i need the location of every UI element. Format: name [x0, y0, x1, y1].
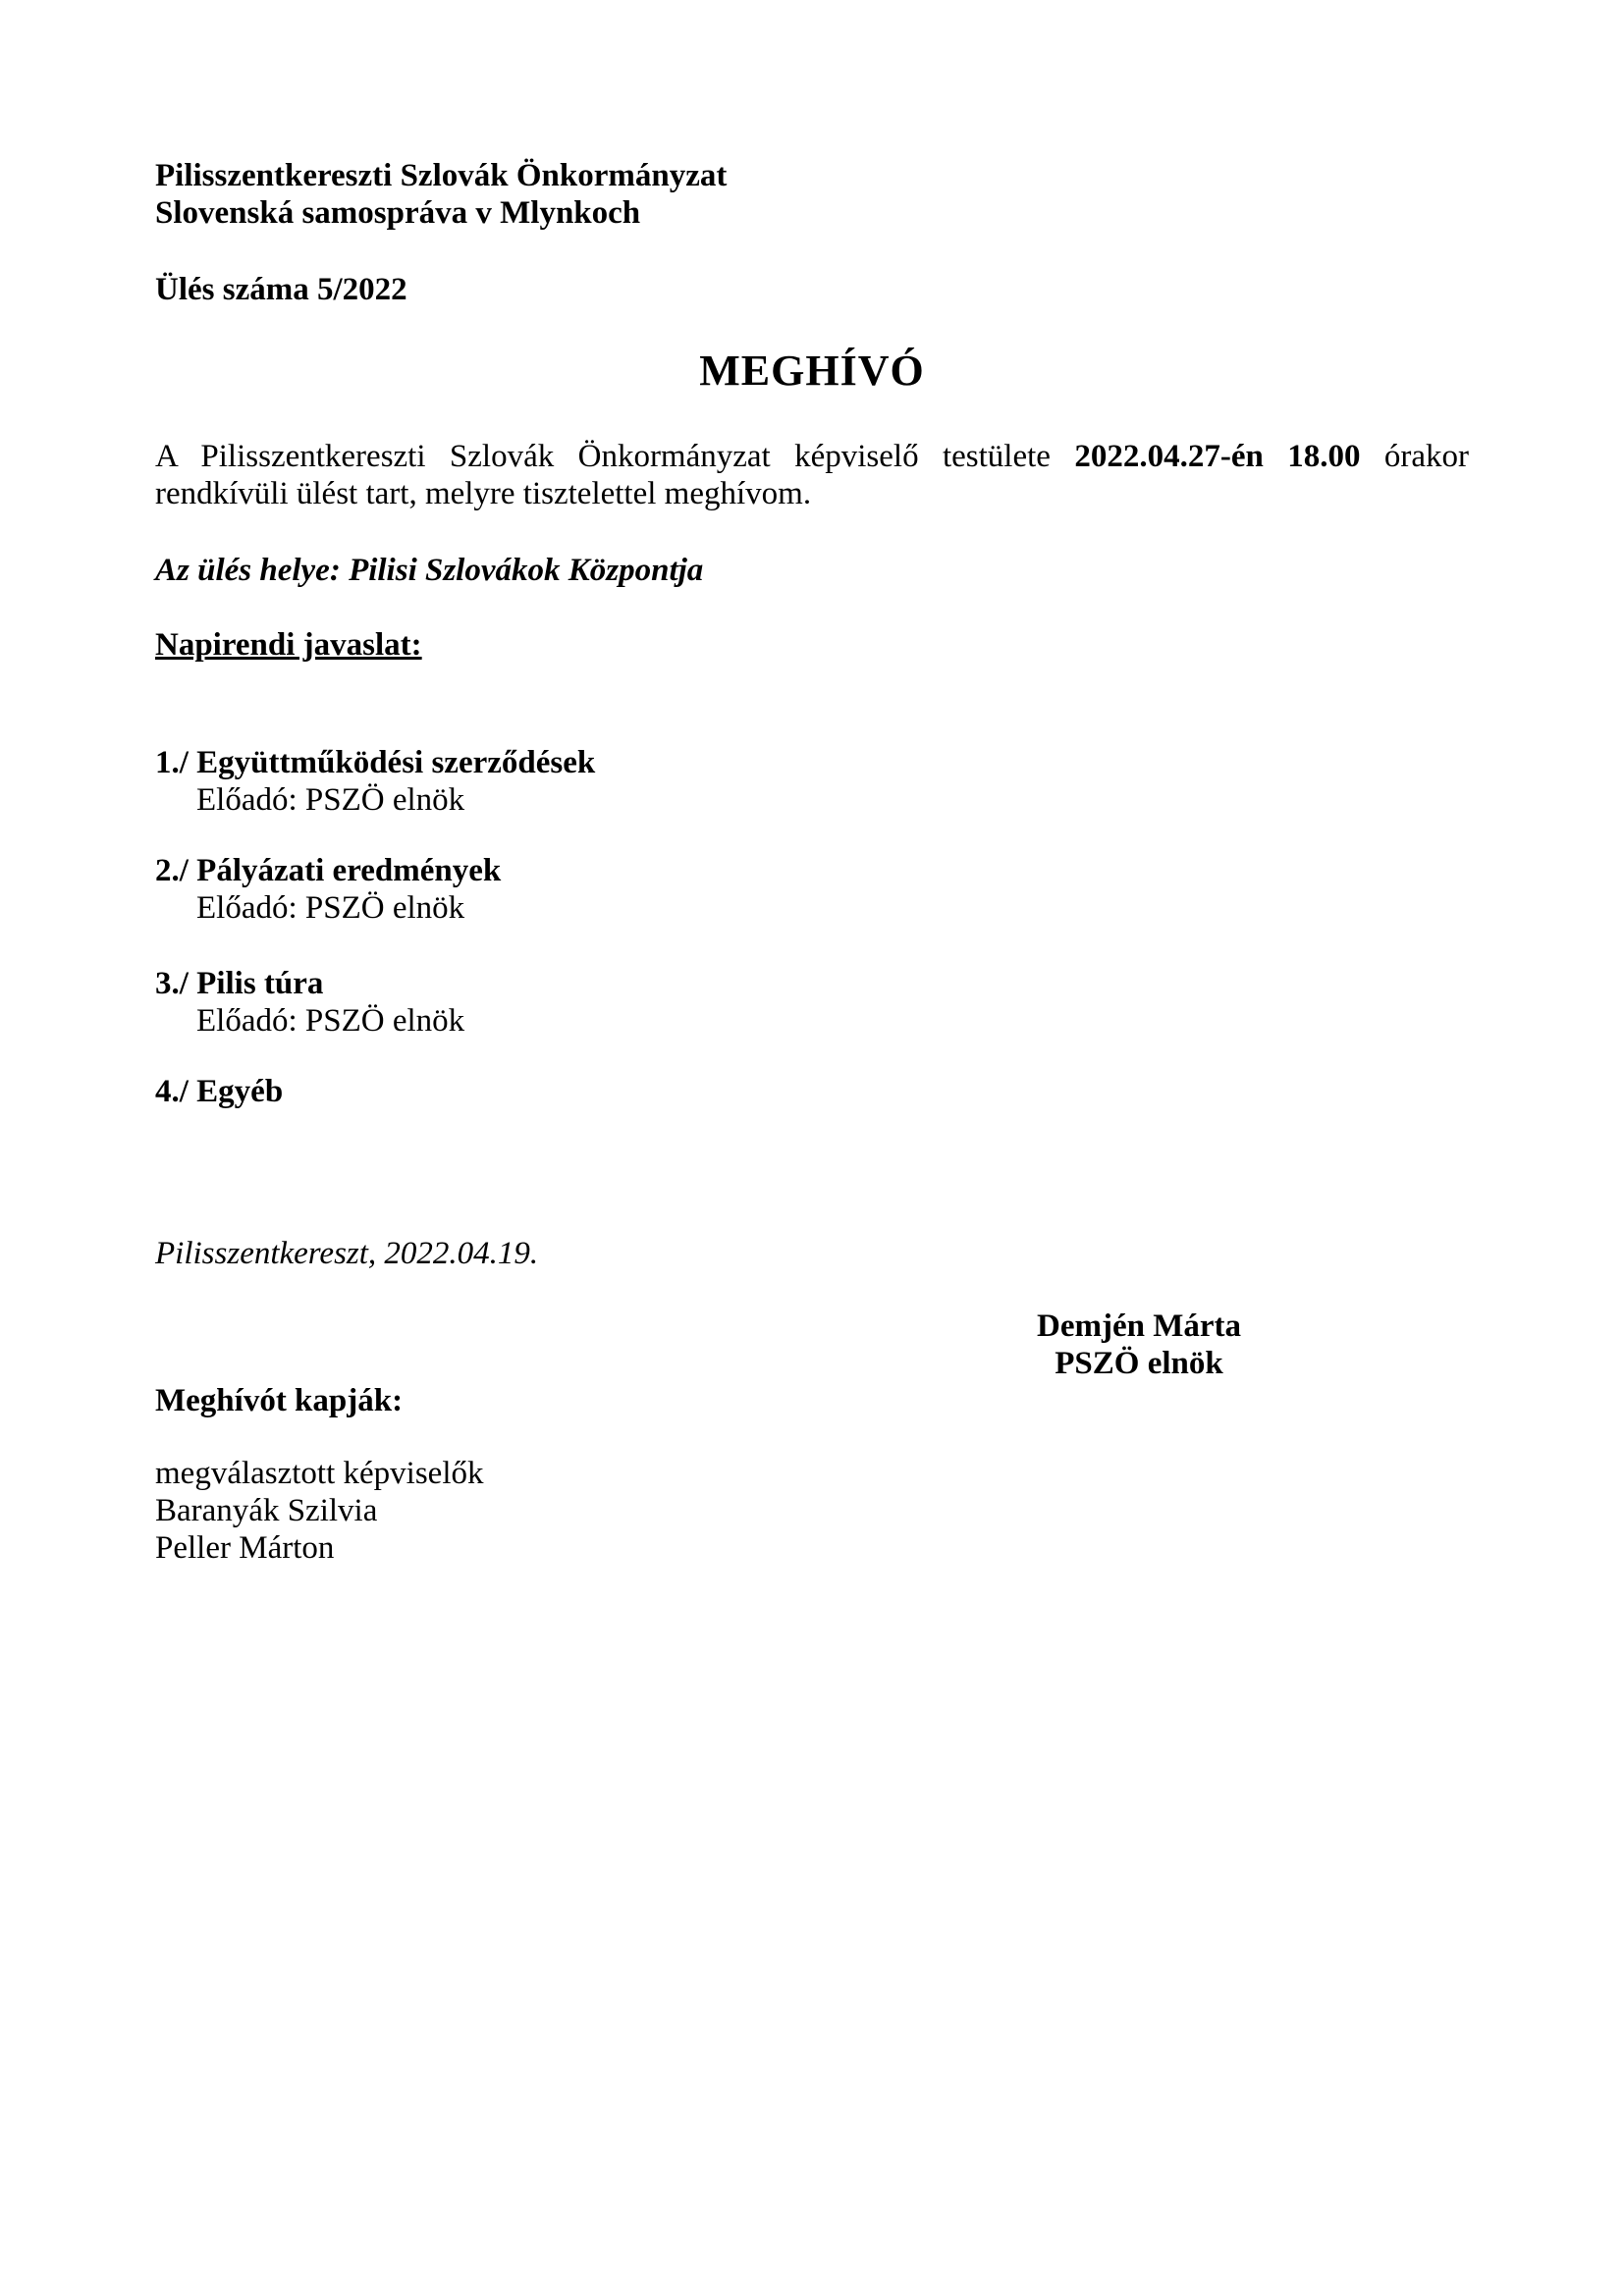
agenda-item-4-title: 4./ Egyéb: [155, 1074, 284, 1109]
date-place-line: Pilisszentkereszt, 2022.04.19.: [155, 1236, 539, 1271]
org-name-slovak: Slovenská samospráva v Mlynkoch: [155, 195, 641, 231]
recipients-heading: Meghívót kapják:: [155, 1383, 404, 1418]
agenda-item-3: [155, 965, 1469, 1040]
recipient-item: Peller Márton: [155, 1530, 335, 1566]
agenda-item-1: [155, 744, 1469, 819]
agenda-item-2: [155, 852, 1469, 927]
agenda-item-2-title: 2./ Pályázati eredmények: [155, 853, 502, 888]
intro-paragraph: [155, 438, 1469, 512]
recipient-item: Baranyák Szilvia: [155, 1493, 378, 1528]
agenda-item-3-presenter: Előadó: PSZÖ elnök: [196, 1003, 465, 1039]
signature-block: [943, 1308, 1335, 1382]
intro-text-part2: órakor rendkívüli ülést tart, melyre tisztelettel meghívom.: [155, 439, 1469, 511]
intro-text-part1: A Pilisszentkereszti Szlovák Önkormányzat képviselő testülete: [155, 439, 1075, 474]
signer-name: Demjén Márta: [1037, 1308, 1241, 1344]
recipient-item: megválasztott képviselők: [155, 1456, 484, 1491]
agenda-item-3-title: 3./ Pilis túra: [155, 966, 324, 1001]
signer-role: PSZÖ elnök: [1055, 1346, 1223, 1381]
agenda-heading: Napirendi javaslat:: [155, 627, 422, 663]
meeting-location: Az ülés helye: Pilisi Szlovákok Központja: [155, 553, 704, 588]
agenda-item-2-presenter: Előadó: PSZÖ elnök: [196, 890, 465, 926]
session-number: Ülés száma 5/2022: [155, 272, 407, 307]
document-title: MEGHÍVÓ: [699, 347, 925, 395]
agenda-item-1-title: 1./ Együttműködési szerződések: [155, 745, 596, 780]
agenda-item-4: [155, 1073, 1469, 1110]
agenda-item-1-presenter: Előadó: PSZÖ elnök: [196, 782, 465, 818]
org-name-hungarian: Pilisszentkereszti Szlovák Önkormányzat: [155, 158, 728, 193]
recipients-list: [155, 1455, 1469, 1567]
meeting-datetime: 2022.04.27-én 18.00: [1074, 439, 1361, 474]
